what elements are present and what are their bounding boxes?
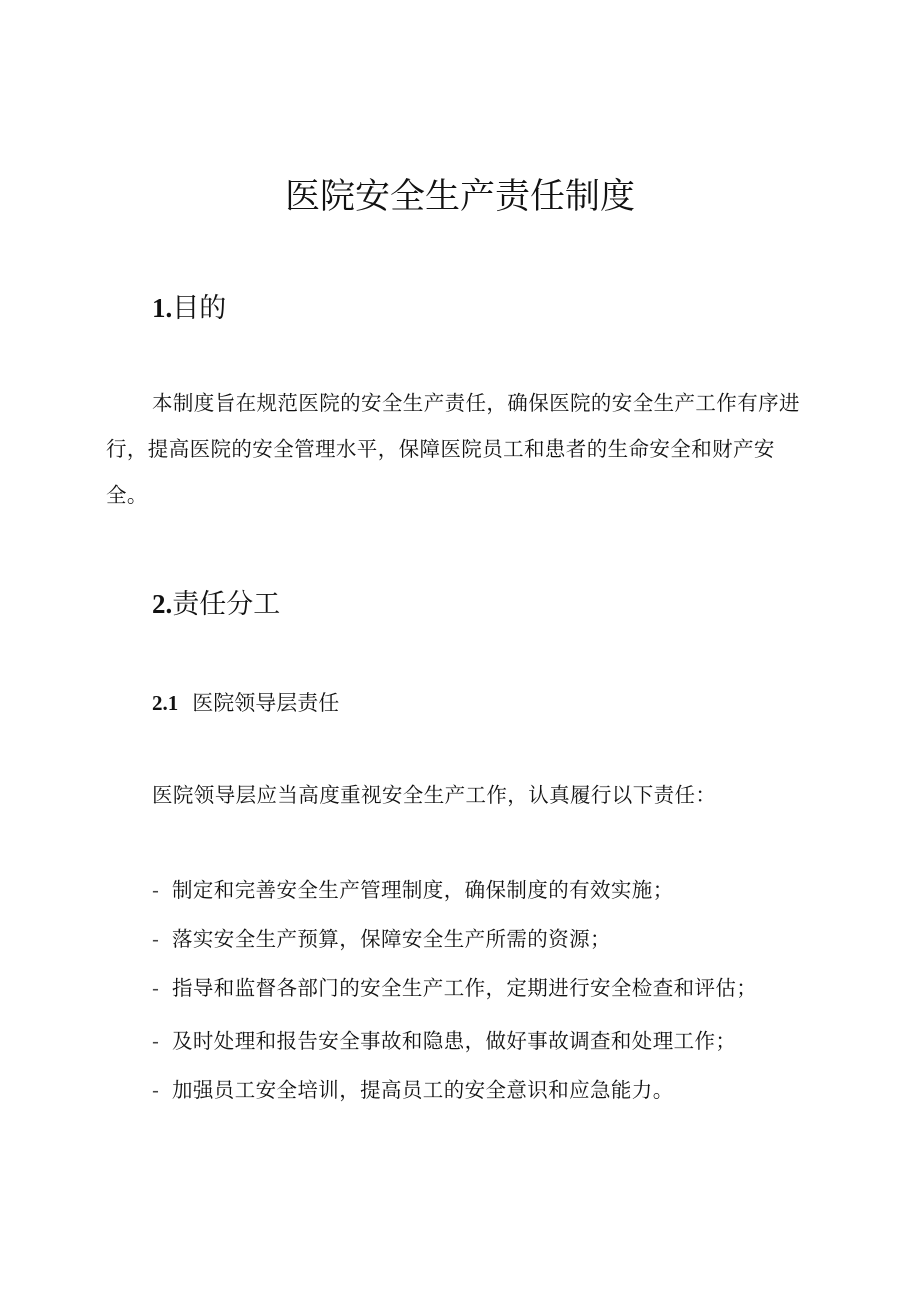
list-bullet: - — [152, 976, 160, 1000]
list-item — [152, 1074, 674, 1106]
subsection-heading-leadership — [152, 687, 339, 719]
list-item-text: 制定和完善安全生产管理制度，确保制度的有效实施； — [172, 878, 674, 902]
document-title: 医院安全生产责任制度 — [284, 177, 635, 217]
list-bullet: - — [152, 1078, 160, 1102]
list-item — [152, 874, 674, 906]
purpose-paragraph: 本制度旨在规范医院的安全生产责任，确保医院的安全生产工作有序进行，提高医院的安全管理水平，保障医院员工和患者的生命安全和财产安全。 — [106, 391, 800, 507]
subsection-number: 2.1 — [152, 691, 179, 715]
leadership-lead-text: 医院领导层应当高度重视安全生产工作，认真履行以下责任： — [152, 783, 717, 807]
list-item — [152, 1025, 736, 1057]
section-number: 2. — [152, 589, 173, 619]
list-item-text: 指导和监督各部门的安全生产工作，定期进行安全检查和评估； — [172, 976, 758, 1000]
list-item-text: 及时处理和报告安全事故和隐患，做好事故调查和处理工作； — [172, 1029, 737, 1053]
section-title: 目的 — [172, 293, 227, 324]
list-item-text: 落实安全生产预算，保障安全生产所需的资源； — [172, 927, 611, 951]
section-heading-responsibility — [152, 584, 280, 625]
list-item — [152, 923, 611, 955]
list-bullet: - — [152, 927, 160, 951]
list-item — [152, 972, 757, 1004]
section-title: 责任分工 — [172, 589, 281, 620]
section-number: 1. — [152, 293, 173, 323]
list-item-text: 加强员工安全培训，提高员工的安全意识和应急能力。 — [172, 1078, 674, 1102]
list-bullet: - — [152, 1029, 160, 1053]
list-bullet: - — [152, 878, 160, 902]
section-heading-purpose — [152, 288, 226, 329]
subsection-title: 医院领导层责任 — [192, 691, 340, 715]
